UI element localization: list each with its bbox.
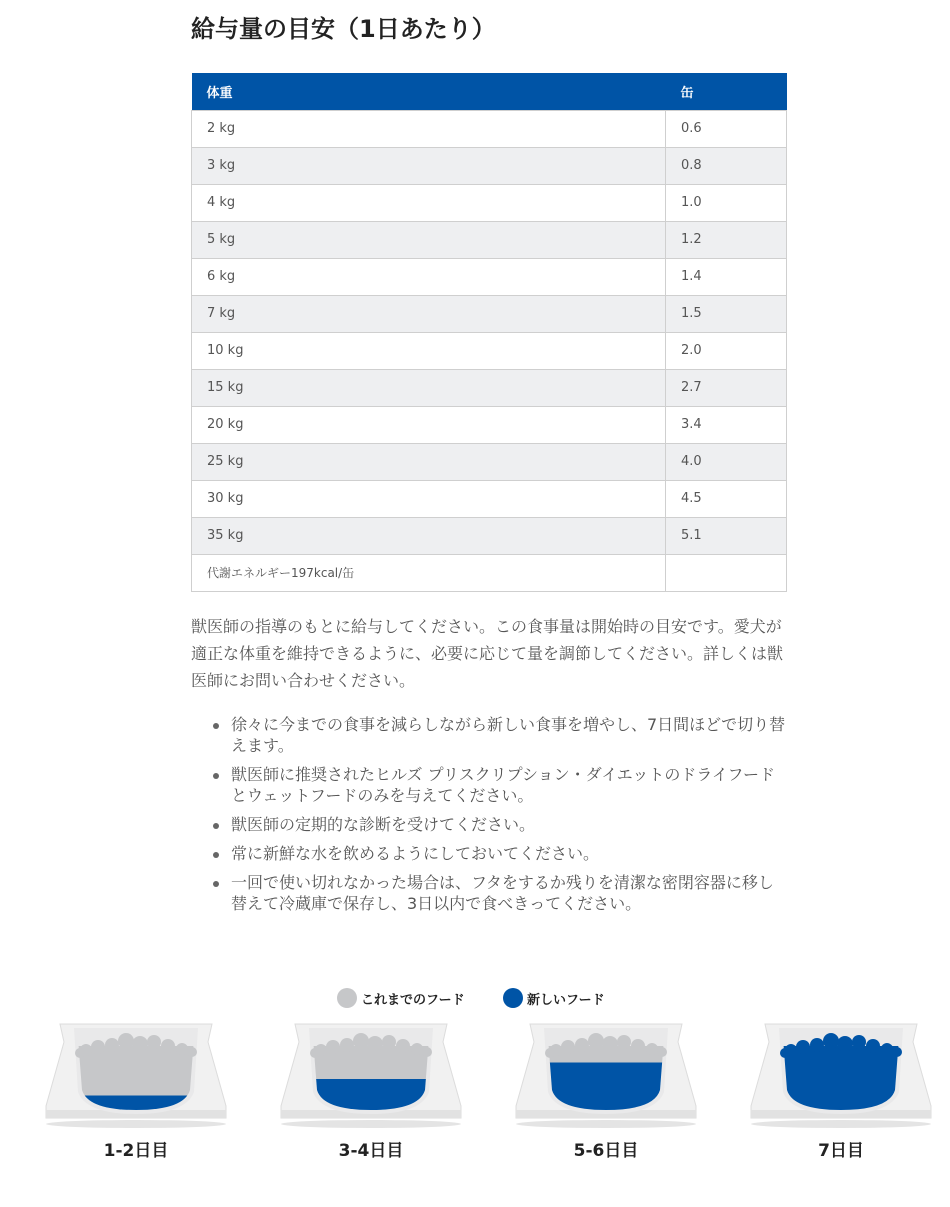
kibble-mark (892, 1047, 902, 1057)
kibble-mark (837, 1036, 853, 1052)
weight-cell: 30 kg (192, 480, 666, 517)
kibble-mark (411, 1043, 423, 1055)
list-item-text: 一回で使い切れなかった場合は、フタをするか残りを清潔な密閉容器に移し替えて冷蔵庫で保存し、3日以内で食べきってください。 (231, 873, 774, 913)
step-label: 1-2日目 (103, 1141, 169, 1161)
cans-cell: 1.0 (666, 184, 787, 221)
weight-cell: 4 kg (192, 184, 666, 221)
kibble-mark (657, 1047, 667, 1057)
cans-cell: 1.4 (666, 258, 787, 295)
kibble-mark (118, 1033, 134, 1049)
header-weight: 体重 (192, 73, 666, 110)
bowl-shadow (46, 1120, 226, 1128)
kibble-mark (631, 1039, 645, 1053)
table-note-row (192, 554, 787, 591)
old-food-swatch-icon (337, 988, 357, 1008)
bowl-step-1 (44, 1020, 228, 1170)
kibble-mark (187, 1047, 197, 1057)
kibble-mark (176, 1043, 188, 1055)
kibble-mark (161, 1039, 175, 1053)
table-row (192, 295, 787, 332)
kibble-mark (340, 1038, 354, 1052)
bowl-step-3 (514, 1020, 698, 1170)
kibble-mark (147, 1035, 161, 1049)
kibble-mark (91, 1040, 105, 1054)
kibble-mark (545, 1048, 555, 1058)
step-label: 7日目 (818, 1141, 864, 1161)
kibble-mark (796, 1040, 810, 1054)
list-item (231, 872, 787, 914)
list-item-text: 徐々に今までの食事を減らしながら新しい食事を増やし、7日間ほどで切り替えます。 (231, 715, 786, 755)
bullet-icon (213, 773, 219, 779)
kibble-mark (75, 1048, 85, 1058)
legend-new-food (503, 988, 605, 1008)
kibble-mark (881, 1043, 893, 1055)
kibble-mark (382, 1035, 396, 1049)
step-label: 5-6日目 (573, 1141, 639, 1161)
bowl-shadow (281, 1120, 461, 1128)
bowl-step-2 (279, 1020, 463, 1170)
guideline-list (191, 714, 787, 922)
legend-old-food (337, 988, 465, 1008)
weight-cell: 15 kg (192, 369, 666, 406)
table-row (192, 443, 787, 480)
kibble-mark (602, 1036, 618, 1052)
bowl-shadow (751, 1120, 931, 1128)
empty-cell (666, 554, 787, 591)
cans-cell: 2.0 (666, 332, 787, 369)
kibble-mark (852, 1035, 866, 1049)
kibble-mark (132, 1036, 148, 1052)
bullet-icon (213, 852, 219, 858)
transition-steps (0, 1020, 950, 1170)
legend-old-food-label: これまでのフード (361, 992, 465, 1008)
weight-cell: 5 kg (192, 221, 666, 258)
weight-cell: 3 kg (192, 147, 666, 184)
step-label: 3-4日目 (338, 1141, 404, 1161)
table-row (192, 517, 787, 554)
table-header-row (192, 73, 787, 110)
energy-note: 代謝エネルギー197kcal/缶 (192, 554, 666, 591)
kibble-mark (353, 1033, 369, 1049)
bullet-icon (213, 723, 219, 729)
table-row (192, 147, 787, 184)
table-row (192, 406, 787, 443)
kibble-mark (617, 1035, 631, 1049)
kibble-mark (367, 1036, 383, 1052)
food-bowl-icon (279, 1020, 463, 1130)
food-bowl-icon (514, 1020, 698, 1130)
list-item (231, 764, 787, 806)
kibble-mark (310, 1048, 320, 1058)
bowl-shadow (516, 1120, 696, 1128)
kibble-mark (326, 1040, 340, 1054)
cans-cell: 4.0 (666, 443, 787, 480)
kibble-mark (588, 1033, 604, 1049)
feeding-table (191, 73, 787, 592)
kibble-mark (575, 1038, 589, 1052)
kibble-mark (396, 1039, 410, 1053)
list-item (231, 843, 787, 864)
cans-cell: 1.5 (666, 295, 787, 332)
cans-cell: 0.6 (666, 110, 787, 147)
table-row (192, 110, 787, 147)
list-item (231, 714, 787, 756)
weight-cell: 25 kg (192, 443, 666, 480)
weight-cell: 7 kg (192, 295, 666, 332)
weight-cell: 2 kg (192, 110, 666, 147)
feeding-instructions: 獣医師の指導のもとに給与してください。この食事量は開始時の目安です。愛犬が適正な体重を維持できるように、必要に応じて量を調節してください。詳しくは獣医師にお問い合わせください。 (191, 617, 784, 690)
cans-cell: 4.5 (666, 480, 787, 517)
kibble-mark (561, 1040, 575, 1054)
kibble-mark (422, 1047, 432, 1057)
header-cans: 缶 (666, 73, 787, 110)
table-row (192, 221, 787, 258)
cans-cell: 3.4 (666, 406, 787, 443)
food-bowl-icon (44, 1020, 228, 1130)
table-row (192, 332, 787, 369)
cans-cell: 1.2 (666, 221, 787, 258)
bowl-step-4 (749, 1020, 933, 1170)
weight-cell: 6 kg (192, 258, 666, 295)
weight-cell: 20 kg (192, 406, 666, 443)
list-item-text: 獣医師の定期的な診断を受けてください。 (231, 815, 536, 834)
kibble-mark (646, 1043, 658, 1055)
cans-cell: 2.7 (666, 369, 787, 406)
bullet-icon (213, 823, 219, 829)
kibble-mark (810, 1038, 824, 1052)
list-item-text: 獣医師に推奨されたヒルズ プリスクリプション・ダイエットのドライフードとウェットフードのみを与えてください。 (231, 765, 775, 805)
transition-legend (0, 988, 950, 1012)
weight-cell: 35 kg (192, 517, 666, 554)
list-item-text: 常に新鮮な水を飲めるようにしておいてください。 (231, 844, 600, 863)
kibble-mark (823, 1033, 839, 1049)
new-food-swatch-icon (503, 988, 523, 1008)
page-title: 給与量の目安（1日あたり） (191, 15, 496, 43)
legend-new-food-label: 新しいフード (527, 992, 605, 1008)
list-item (231, 814, 787, 835)
table-row (192, 258, 787, 295)
food-bowl-icon (749, 1020, 933, 1130)
table-row (192, 480, 787, 517)
table-row (192, 369, 787, 406)
kibble-mark (866, 1039, 880, 1053)
cans-cell: 0.8 (666, 147, 787, 184)
weight-cell: 10 kg (192, 332, 666, 369)
cans-cell: 5.1 (666, 517, 787, 554)
kibble-mark (780, 1048, 790, 1058)
bullet-icon (213, 881, 219, 887)
table-row (192, 184, 787, 221)
kibble-mark (105, 1038, 119, 1052)
